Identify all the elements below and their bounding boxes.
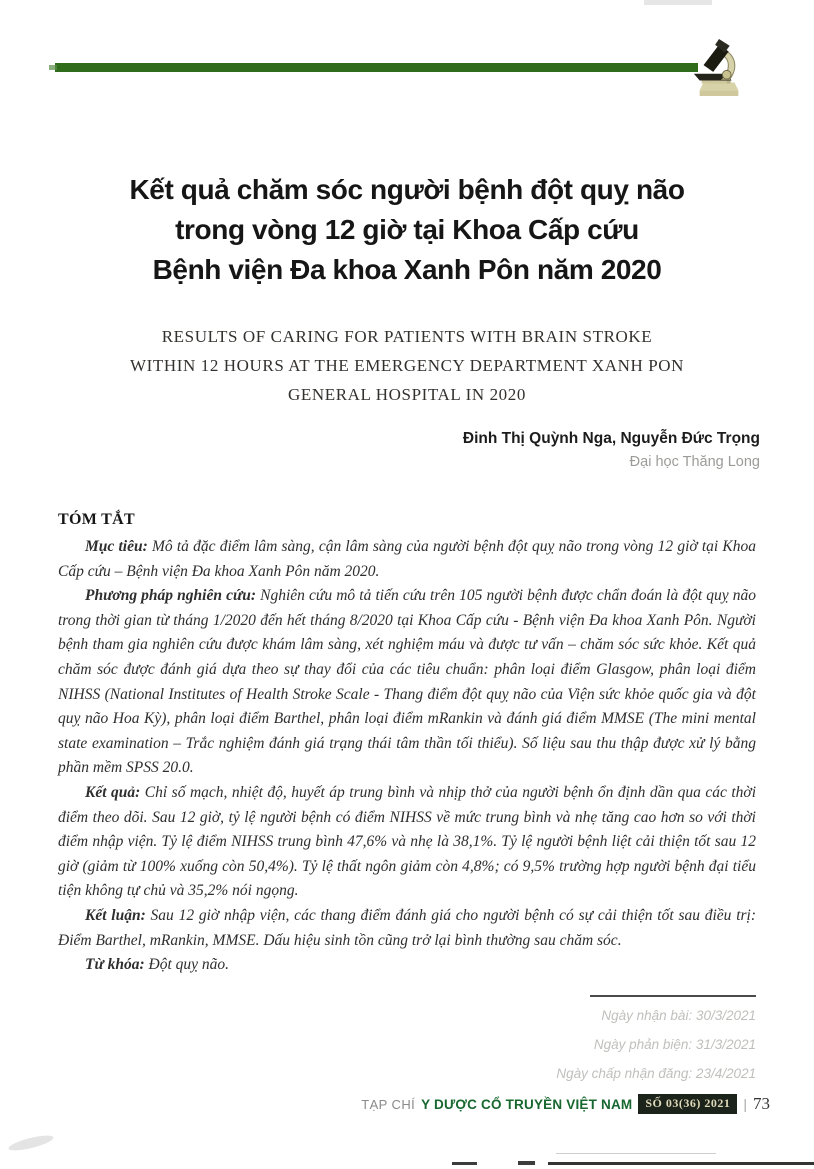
header-rule	[55, 63, 698, 72]
abstract-paragraph-objective	[58, 535, 756, 584]
abstract-paragraph-methods	[58, 584, 756, 781]
paragraph-label: Từ khóa:	[85, 956, 145, 974]
title-en-line: GENERAL HOSPITAL IN 2020	[288, 385, 526, 404]
article-title-vi	[57, 170, 757, 290]
scan-artifact-line	[548, 1162, 814, 1165]
dates-divider	[590, 995, 756, 997]
scan-artifact-dash	[452, 1162, 477, 1165]
date-accepted: Ngày chấp nhận đăng: 23/4/2021	[556, 1066, 756, 1081]
scan-artifact-dash	[518, 1161, 535, 1165]
title-vi-line: Kết quả chăm sóc người bệnh đột quỵ não	[129, 174, 685, 205]
title-vi-line: trong vòng 12 giờ tại Khoa Cấp cứu	[175, 214, 639, 245]
page-number: 73	[753, 1094, 770, 1113]
scan-artifact-faint-line	[556, 1153, 716, 1154]
abstract-paragraph-results	[58, 781, 756, 904]
paragraph-label: Kết quả:	[85, 783, 141, 801]
date-reviewed: Ngày phản biện: 31/3/2021	[593, 1037, 756, 1052]
scan-artifact-bottom-left	[7, 1133, 54, 1154]
paragraph-text: Chỉ số mạch, nhiệt độ, huyết áp trung bình và nhịp thở của người bệnh ổn định dần qua các thời điểm theo dõi. Sau 12 giờ, tỷ lệ người bệnh có điểm NIHSS về mức trung bình và nhẹ tăng cao hơn so với thời điểm nhập viện. Tỷ lệ điểm NIHSS trung bình 47,6% và nhẹ là 38,1%. Tỷ lệ người bệnh liệt cải thiện tốt sau 12 giờ (giảm từ 100% xuống còn 50,4%). Tỷ lệ thất ngôn giảm còn 4,8%; có 9,5% trường hợp người bệnh đại tiểu tiện không tự chủ và 35,2% nói ngọng.	[58, 783, 757, 900]
byline	[300, 428, 760, 474]
abstract-paragraph-keywords	[58, 953, 756, 978]
title-vi-line: Bệnh viện Đa khoa Xanh Pôn năm 2020	[152, 254, 662, 285]
abstract-paragraph-conclusion	[58, 904, 756, 953]
title-en-line: WITHIN 12 HOURS AT THE EMERGENCY DEPARTMENT XANH PON	[129, 356, 685, 375]
microscope-icon	[690, 36, 748, 98]
abstract-heading: TÓM TẮT	[58, 511, 135, 528]
journal-prefix: TẠP CHÍ	[361, 1096, 416, 1112]
footer-separator: |	[743, 1096, 747, 1112]
paragraph-label: Mục tiêu:	[85, 538, 148, 555]
page-footer	[0, 1092, 770, 1116]
paragraph-text: Nghiên cứu mô tả tiến cứu trên 105 người bệnh được chẩn đoán là đột quỵ não trong thời gian từ tháng 1/2020 đến hết tháng 8/2020 tại Khoa Cấp cứu - Bệnh viện Đa khoa Xanh Pôn. Người bệnh tham gia nghiên cứu được khám lâm sàng, xét nghiệm máu và được tư vấn – chăm sóc sức khỏe. Kết quả chăm sóc được đánh giá dựa theo sự thay đổi của các tiêu chuẩn: phân loại điểm Glasgow, phân loại điểm NIHSS (National Institutes of Health Stroke Scale - Thang điểm đột quỵ não của Viện sức khỏe quốc gia và đột quỵ não Hoa Kỳ), phân loại điểm Barthel, phân loại điểm mRankin và đánh giá điểm MMSE (The mini mental state examination – Trắc nghiệm đánh giá trạng thái tâm thần tối thiểu). Số liệu sau thu thập được xử lý bằng phần mềm SPSS 20.0.	[58, 587, 757, 777]
author-names: Đinh Thị Quỳnh Nga, Nguyễn Đức Trọng	[462, 430, 760, 447]
journal-name: Y DƯỢC CỔ TRUYỀN VIỆT NAM	[421, 1096, 633, 1112]
date-received: Ngày nhận bài: 30/3/2021	[601, 1008, 756, 1023]
submission-dates	[300, 995, 756, 1088]
issue-badge: SỐ 03(36) 2021	[638, 1094, 737, 1114]
abstract-section	[58, 511, 756, 978]
paragraph-text: Đột quỵ não.	[148, 956, 230, 974]
article-title-en	[57, 322, 757, 409]
affiliation: Đại học Thăng Long	[629, 454, 760, 470]
scan-artifact-top	[644, 0, 712, 5]
paragraph-text: Sau 12 giờ nhập viện, các thang điểm đánh giá cho người bệnh có sự cải thiện tốt sau điều trị: Điểm Barthel, mRankin, MMSE. Dấu hiệu sinh tồn cũng trở lại bình thường sau chăm sóc.	[58, 906, 757, 949]
paragraph-label: Kết luận:	[85, 906, 146, 924]
paragraph-label: Phương pháp nghiên cứu:	[85, 587, 257, 605]
title-en-line: RESULTS OF CARING FOR PATIENTS WITH BRAIN STROKE	[161, 327, 653, 346]
paragraph-text: Mô tả đặc điểm lâm sàng, cận lâm sàng của người bệnh đột quỵ não trong vòng 12 giờ tại Khoa Cấp cứu – Bệnh viện Đa khoa Xanh Pôn năm 2020.	[58, 538, 757, 580]
